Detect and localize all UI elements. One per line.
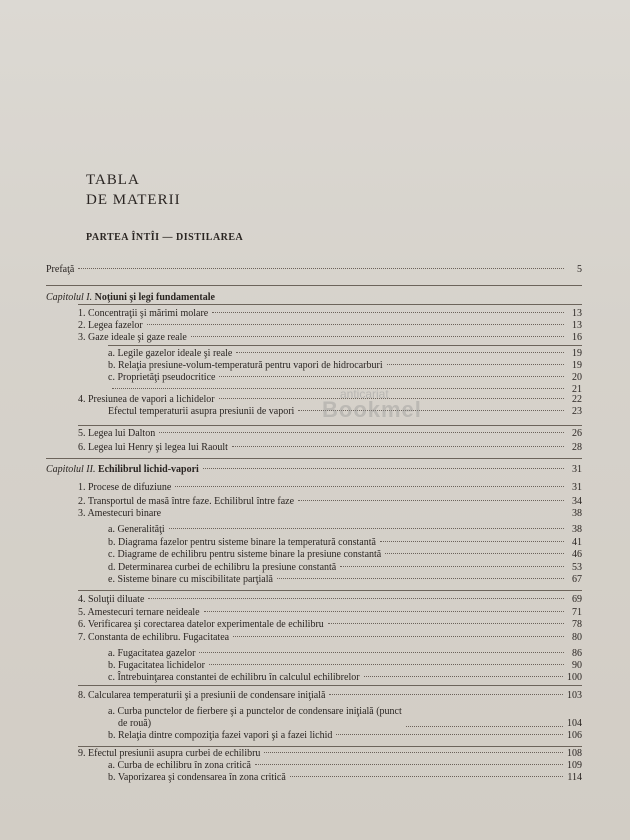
leader-dots	[290, 776, 564, 777]
leader-dots	[255, 764, 563, 765]
leader-dots	[199, 652, 564, 653]
chapter-title: Echilibrul lichid-vapori	[97, 464, 199, 475]
entry-rule	[78, 304, 582, 305]
entry-rule	[78, 746, 582, 747]
entry-label: b. Vaporizarea şi condensarea în zona critică	[108, 772, 286, 783]
entry-page: 19	[572, 360, 582, 371]
entry-label: 2. Transportul de masă între faze. Echilibrul între faze	[78, 496, 295, 507]
watermark	[322, 386, 422, 422]
entry-page: 34	[572, 496, 582, 507]
toc-entry	[108, 772, 582, 784]
entry-rule	[78, 685, 582, 686]
entry-label: 1. Procese de difuziune	[78, 482, 172, 493]
entry-page: 78	[572, 619, 582, 630]
entry-page: 108	[567, 748, 582, 759]
entry-page: 21	[572, 384, 582, 395]
toc-entry	[108, 672, 582, 684]
entry-page: 19	[572, 348, 582, 359]
toc-chapter-1	[46, 292, 582, 304]
entry-label: 6. Legea lui Henry şi legea lui Raoult	[78, 442, 228, 453]
leader-dots	[233, 636, 564, 637]
toc-title-line2: DE MATERII	[86, 192, 181, 208]
entry-page: 100	[567, 672, 582, 683]
toc-entry	[108, 360, 582, 372]
entry-label: Prefaţă	[46, 264, 75, 275]
entry-page: 67	[572, 574, 582, 585]
toc-entry	[78, 607, 582, 619]
leader-dots	[387, 364, 564, 365]
entry-label: 8. Calcularea temperaturii şi a presiunii de condensare iniţială	[78, 690, 326, 701]
toc-entry	[78, 428, 582, 440]
leader-dots	[175, 486, 564, 487]
toc-entry	[78, 482, 582, 494]
leader-dots	[212, 312, 564, 313]
entry-page: 26	[572, 428, 582, 439]
entry-label-line1: a. Curba punctelor de fierbere şi a punctelor de condensare iniţială (punct	[108, 706, 402, 717]
entry-page: 80	[572, 632, 582, 643]
entry-rule	[108, 345, 582, 346]
toc-entry	[78, 594, 582, 606]
entry-page: 90	[572, 660, 582, 671]
entry-label: b. Fugacitatea lichidelor	[108, 660, 205, 671]
leader-dots	[364, 676, 563, 677]
entry-page: 38	[572, 508, 582, 519]
toc-entry	[78, 690, 582, 702]
toc-entry	[78, 496, 582, 508]
leader-dots	[328, 623, 564, 624]
entry-page: 38	[572, 524, 582, 535]
leader-dots	[329, 694, 563, 695]
entry-label: 4. Presiunea de vapori a lichidelor	[78, 394, 215, 405]
leader-dots	[204, 611, 564, 612]
entry-page: 31	[572, 482, 582, 493]
entry-label: 5. Amestecuri ternare neideale	[78, 607, 200, 618]
leader-dots	[264, 752, 563, 753]
toc-entry	[108, 730, 582, 742]
section-rule	[46, 285, 582, 286]
chapter-title: Noţiuni şi legi fundamentale	[94, 292, 215, 303]
entry-page: 41	[572, 537, 582, 548]
toc-entry	[108, 760, 582, 772]
toc-entry	[108, 524, 582, 536]
entry-page: 23	[572, 406, 582, 417]
entry-label: b. Diagrama fazelor pentru sisteme binare la temperatură constantă	[108, 537, 376, 548]
entry-page: 5	[577, 264, 582, 275]
entry-page: 53	[572, 562, 582, 573]
entry-page: 13	[572, 308, 582, 319]
entry-label: 1. Concentraţii şi mărimi molare	[78, 308, 209, 319]
entry-label: a. Curba de echilibru în zona critică	[108, 760, 251, 771]
entry-page: 13	[572, 320, 582, 331]
entry-label: c. Întrebuinţarea constantei de echilibru în calculul echilibrelor	[108, 672, 360, 683]
entry-label: 6. Verificarea şi corectarea datelor experimentale de echilibru	[78, 619, 324, 630]
entry-label: e. Sisteme binare cu miscibilitate parţială	[108, 574, 273, 585]
entry-label: 3. Gaze ideale şi gaze reale	[78, 332, 187, 343]
toc-entry	[108, 348, 582, 360]
toc-entry	[78, 508, 582, 520]
entry-label: a. Fugacitatea gazelor	[108, 648, 196, 659]
toc-entry	[78, 748, 582, 760]
leader-dots	[147, 324, 564, 325]
leader-dots	[385, 553, 564, 554]
entry-page: 31	[572, 464, 582, 475]
entry-label: b. Relaţia dintre compoziţia fazei vapori şi a fazei lichid	[108, 730, 333, 741]
entry-page: 28	[572, 442, 582, 453]
leader-dots	[209, 664, 564, 665]
chapter-prefix: Capitolul I.	[46, 292, 93, 303]
leader-dots	[340, 566, 564, 567]
entry-label: a. Legile gazelor ideale şi reale	[108, 348, 233, 359]
part-title: PARTEA ÎNTÎI — DISTILAREA	[86, 232, 244, 243]
entry-label: c. Diagrame de echilibru pentru sisteme binare la presiune constantă	[108, 549, 382, 560]
leader-dots	[203, 468, 564, 469]
entry-page: 20	[572, 372, 582, 383]
entry-page: 22	[572, 394, 582, 405]
toc-entry	[78, 632, 582, 644]
leader-dots	[169, 528, 564, 529]
entry-label: c. Proprietăţi pseudocritice	[108, 372, 216, 383]
toc-title-line1: TABLA	[86, 172, 140, 188]
leader-dots	[159, 432, 564, 433]
entry-page: 46	[572, 549, 582, 560]
entry-page: 71	[572, 607, 582, 618]
section-rule	[46, 458, 582, 459]
entry-page: 109	[567, 760, 582, 771]
toc-chapter-2	[46, 464, 582, 476]
leader-dots	[406, 726, 563, 727]
entry-page: 114	[567, 772, 582, 783]
leader-dots	[232, 446, 564, 447]
leader-dots	[191, 336, 564, 337]
toc-entry	[108, 660, 582, 672]
leader-dots	[380, 541, 564, 542]
entry-page: 106	[567, 730, 582, 741]
leader-dots	[336, 734, 563, 735]
toc-entry	[78, 619, 582, 631]
leader-dots	[298, 500, 564, 501]
toc-entry	[108, 648, 582, 660]
entry-rule	[78, 425, 582, 426]
entry-label: 2. Legea fazelor	[78, 320, 143, 331]
toc-entry	[108, 574, 582, 586]
entry-label: 4. Soluţii diluate	[78, 594, 145, 605]
toc-entry	[108, 372, 582, 384]
chapter-prefix: Capitolul II.	[46, 464, 96, 475]
entry-page: 86	[572, 648, 582, 659]
entry-label: 7. Constanta de echilibru. Fugacitatea	[78, 632, 230, 643]
toc-entry-preface	[46, 264, 582, 276]
entry-label: b. Relaţia presiune-volum-temperatură pentru vapori de hidrocarburi	[108, 360, 383, 371]
entry-page: 103	[567, 690, 582, 701]
entry-page: 16	[572, 332, 582, 343]
entry-rule	[78, 590, 582, 591]
entry-label: d. Determinarea curbei de echilibru la presiune constantă	[108, 562, 337, 573]
leader-dots	[277, 578, 564, 579]
toc-entry	[78, 320, 582, 332]
entry-label: 5. Legea lui Dalton	[78, 428, 156, 439]
leader-dots	[219, 376, 564, 377]
entry-label: 3. Amestecuri binare	[78, 508, 162, 519]
entry-page: 104	[567, 718, 582, 729]
toc-entry	[78, 442, 582, 454]
watermark-small: anticariat	[340, 387, 389, 401]
leader-dots	[78, 268, 564, 269]
toc-entry-wrapped	[108, 706, 582, 730]
entry-label: 9. Efectul presiunii asupra curbei de echilibru	[78, 748, 261, 759]
toc-entry	[108, 562, 582, 574]
toc-entry	[108, 549, 582, 561]
toc-entry	[78, 308, 582, 320]
toc-entry	[108, 537, 582, 549]
toc-entry	[78, 332, 582, 344]
entry-page: 69	[572, 594, 582, 605]
entry-label: Efectul temperaturii asupra presiunii de vapori	[108, 406, 295, 417]
leader-dots	[148, 598, 564, 599]
entry-label: a. Generalităţi	[108, 524, 165, 535]
watermark-main: Bookmel	[322, 397, 422, 422]
entry-label-line2: de rouă)	[118, 718, 152, 729]
leader-dots	[236, 352, 564, 353]
